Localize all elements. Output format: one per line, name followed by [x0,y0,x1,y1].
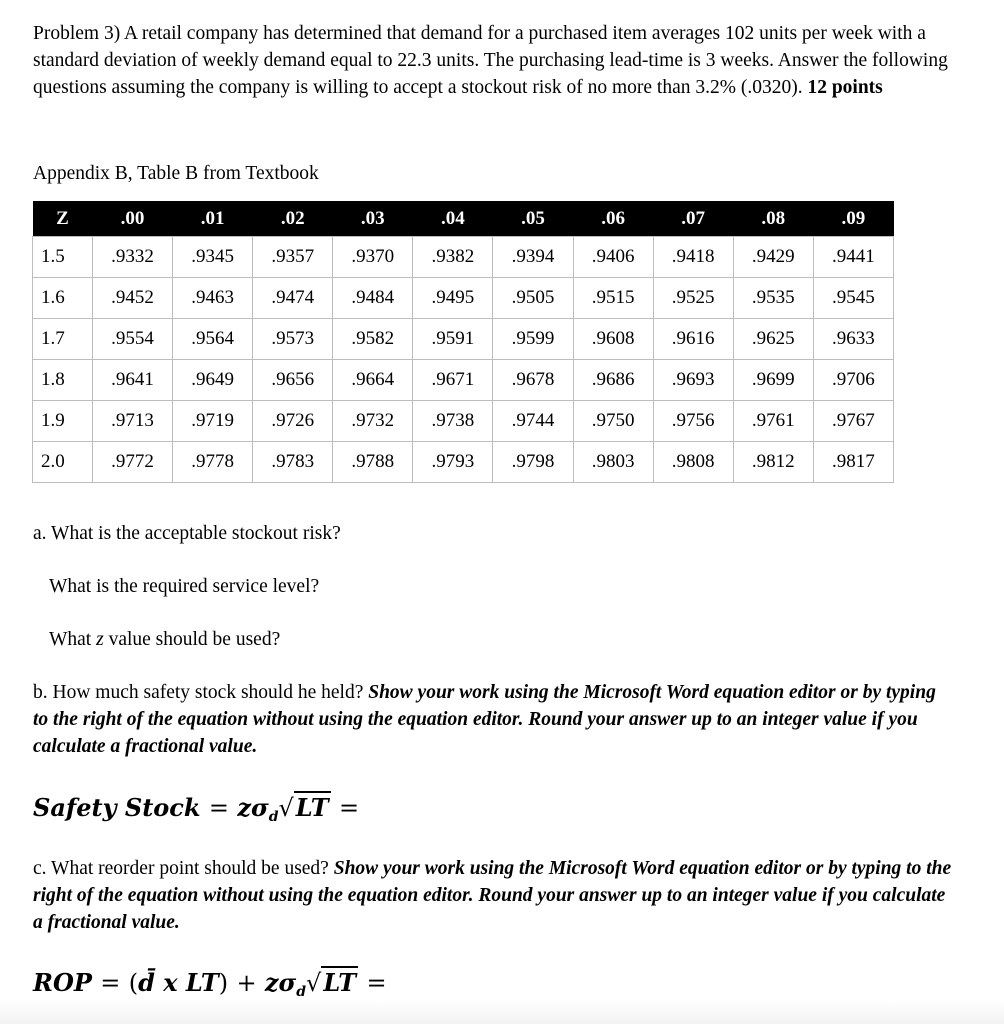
probability-cell: .9713 [92,401,172,442]
probability-cell: .9474 [253,278,333,319]
question-b-instructions: Show your work using the Microsoft Word equation editor or by typing to the right of the equation without using the equation editor. Round your answer up to an integer value if you calculate a fractional value. [33,682,936,757]
z-value-cell: 1.6 [33,278,93,319]
rop-equation: ROP = (d̄ x $LT) + z\sigma_d√LT$ = [33,968,387,1000]
probability-cell: .9817 [813,442,893,483]
probability-cell: .9664 [333,360,413,401]
probability-cell: .9599 [493,319,573,360]
probability-cell: .9671 [413,360,493,401]
points-label: 12 points [807,77,883,98]
probability-cell: .9732 [333,401,413,442]
probability-cell: .9495 [413,278,493,319]
probability-cell: .9744 [493,401,573,442]
probability-cell: .9463 [173,278,253,319]
z-table-column-header: .02 [253,201,333,237]
probability-cell: .9573 [253,319,333,360]
page-bottom-edge [0,1000,1004,1024]
table-row [33,278,894,319]
probability-cell: .9656 [253,360,333,401]
z-value-cell: 1.7 [33,319,93,360]
probability-cell: .9582 [333,319,413,360]
probability-cell: .9726 [253,401,333,442]
mean-demand-symbol: d̄ [138,968,155,997]
probability-cell: .9641 [92,360,172,401]
probability-cell: .9345 [173,237,253,278]
question-c-instructions: Show your work using the Microsoft Word equation editor or by typing to the right of the equation without using the equation editor. Round your answer up to an integer value if you calculate a fractional value. [33,858,952,933]
z-table-column-header: .08 [733,201,813,237]
probability-cell: .9545 [813,278,893,319]
probability-cell: .9778 [173,442,253,483]
probability-cell: .9357 [253,237,333,278]
problem-text: Problem 3) A retail company has determined that demand for a purchased item averages 102 units per week with a standard deviation of weekly demand equal to 22.3 units. The purchasing lead-time is 3 weeks. Answer the following questions assuming the company is willing to accept a stockout risk of no more than 3.2% (.0320). [33,23,948,98]
probability-cell: .9719 [173,401,253,442]
z-table [32,201,894,483]
probability-cell: .9515 [573,278,653,319]
z-table-column-header: .05 [493,201,573,237]
question-b: b. How much safety stock should he held? Show your work using the Microsoft Word equation editor or by typing to the right of the equation without using the equation editor. Round your answer up to an integer value if you calculate a fractional value. [33,682,936,757]
probability-cell: .9788 [333,442,413,483]
probability-cell: .9756 [653,401,733,442]
probability-cell: .9625 [733,319,813,360]
probability-cell: .9484 [333,278,413,319]
table-row [33,360,894,401]
z-table-body [33,237,894,483]
z-variable: z [96,629,104,650]
z-value-cell: 1.8 [33,360,93,401]
appendix-title: Appendix B, Table B from Textbook [33,163,319,184]
probability-cell: .9706 [813,360,893,401]
probability-cell: .9812 [733,442,813,483]
sqrt-symbol: √ [306,969,322,997]
probability-cell: .9406 [573,237,653,278]
probability-cell: .9370 [333,237,413,278]
probability-cell: .9693 [653,360,733,401]
probability-cell: .9332 [92,237,172,278]
question-a-z-value: What z value should be used? [49,629,281,650]
z-value-cell: 1.5 [33,237,93,278]
probability-cell: .9699 [733,360,813,401]
probability-cell: .9678 [493,360,573,401]
probability-cell: .9554 [92,319,172,360]
z-table-column-header: .04 [413,201,493,237]
probability-cell: .9608 [573,319,653,360]
sqrt-symbol: √ [278,794,294,822]
probability-cell: .9803 [573,442,653,483]
problem-statement [33,20,953,101]
probability-cell: .9418 [653,237,733,278]
probability-cell: .9616 [653,319,733,360]
probability-cell: .9525 [653,278,733,319]
z-table-column-header: .00 [92,201,172,237]
safety-stock-equation: Safety Stock = $z\sigma_d√LT$ = [33,793,360,825]
table-row [33,442,894,483]
table-row [33,319,894,360]
z-column-header: Z [33,201,93,237]
probability-cell: .9429 [733,237,813,278]
probability-cell: .9783 [253,442,333,483]
z-table-column-header: .03 [333,201,413,237]
z-value-cell: 1.9 [33,401,93,442]
probability-cell: .9761 [733,401,813,442]
probability-cell: .9452 [92,278,172,319]
z-table-column-header: .07 [653,201,733,237]
question-a-service-level: What is the required service level? [49,576,320,597]
probability-cell: .9767 [813,401,893,442]
z-table-column-header: .06 [573,201,653,237]
probability-cell: .9686 [573,360,653,401]
question-c: c. What reorder point should be used? Show your work using the Microsoft Word equation editor or by typing to the right of the equation without using the equation editor. Round your answer up to an integer value if you calculate a fractional value. [33,858,952,933]
safety-stock-label: Safety Stock [33,793,201,822]
probability-cell: .9394 [493,237,573,278]
table-row [33,237,894,278]
probability-cell: .9564 [173,319,253,360]
probability-cell: .9382 [413,237,493,278]
probability-cell: .9808 [653,442,733,483]
probability-cell: .9505 [493,278,573,319]
question-a-stockout-risk: a. What is the acceptable stockout risk? [33,523,341,544]
z-value-cell: 2.0 [33,442,93,483]
probability-cell: .9535 [733,278,813,319]
probability-cell: .9633 [813,319,893,360]
probability-cell: .9793 [413,442,493,483]
probability-cell: .9772 [92,442,172,483]
z-table-header-row [33,201,894,237]
z-table-column-header: .09 [813,201,893,237]
probability-cell: .9649 [173,360,253,401]
table-row [33,401,894,442]
probability-cell: .9441 [813,237,893,278]
probability-cell: .9591 [413,319,493,360]
probability-cell: .9738 [413,401,493,442]
probability-cell: .9750 [573,401,653,442]
probability-cell: .9798 [493,442,573,483]
z-table-column-header: .01 [173,201,253,237]
rop-label: ROP [33,968,92,997]
